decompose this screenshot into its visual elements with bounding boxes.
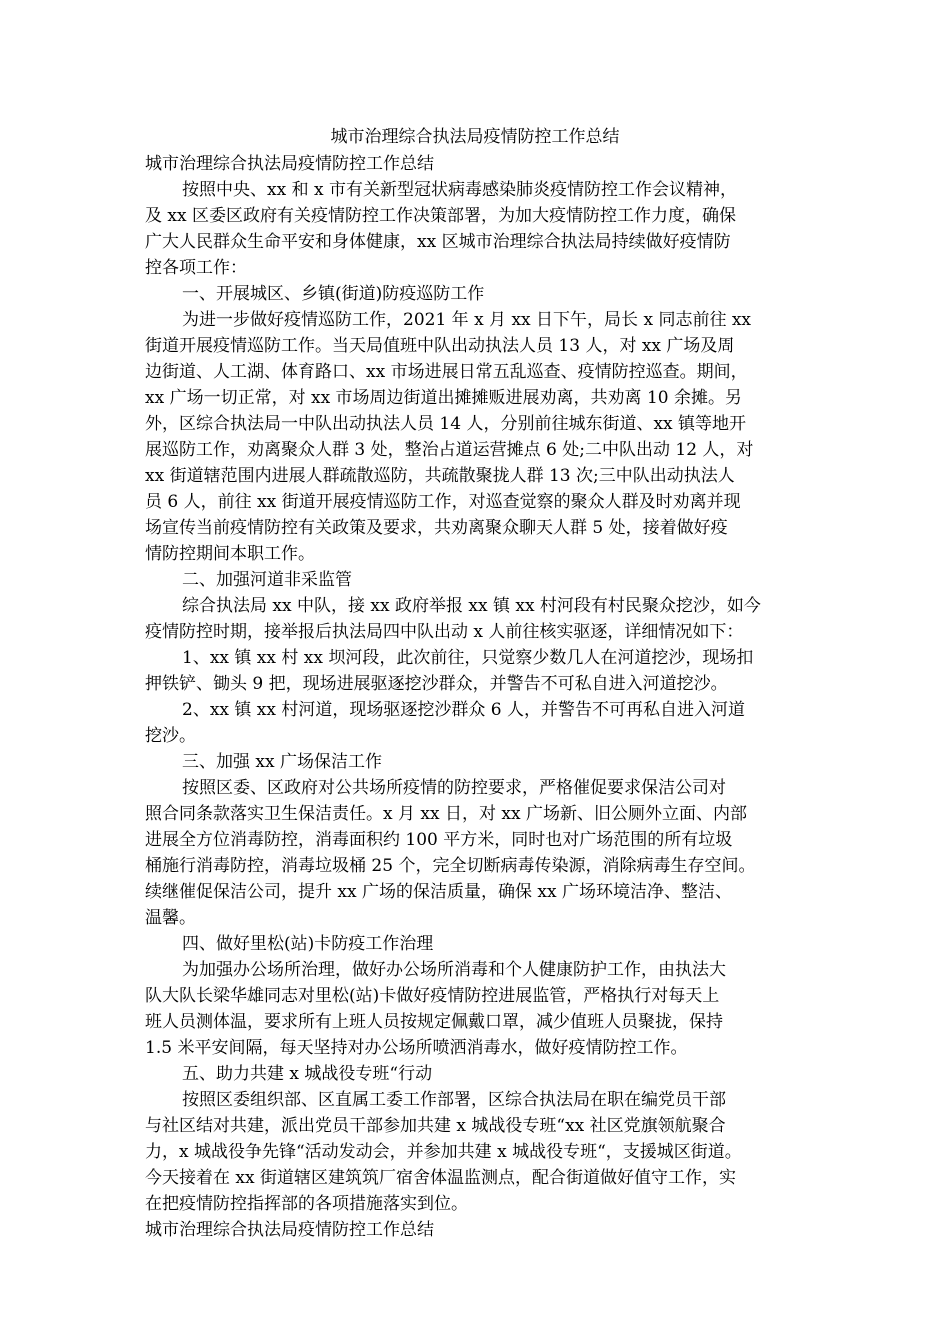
paragraph-line: 班人员测体温，要求所有上班人员按规定佩戴口罩，减少值班人员聚拢，保持 [145,1012,723,1032]
paragraph-line: 为加强办公场所治理，做好办公场所消毒和个人健康防护工作，由执法大 [182,960,726,980]
paragraph-line: 综合执法局 xx 中队，接 xx 政府举报 xx 镇 xx 村河段有村民聚众挖沙，如今 [182,596,761,616]
paragraph-line: 力，x 城战役争先锋“活动发动会，并参加共建 x 城战役专班“，支援城区街道。 [145,1142,742,1162]
section-heading: 三、加强 xx 广场保洁工作 [182,752,382,772]
paragraph-line: 今天接着在 xx 街道辖区建筑筑厂宿舍体温监测点，配合街道做好值守工作，实 [145,1168,736,1188]
document-title: 城市治理综合执法局疫情防控工作总结 [330,127,620,147]
paragraph-line: 边街道、人工湖、体育路口、xx 市场进展日常五乱巡查、疫情防控巡查。期间， [145,362,748,382]
paragraph-line: xx 街道辖范围内进展人群疏散巡防，共疏散聚拢人群 13 次;三中队出动执法人 [145,466,735,486]
paragraph-line: 街道开展疫情巡防工作。当天局值班中队出动执法人员 13 人，对 xx 广场及周 [145,336,735,356]
paragraph-line: 情防控期间本职工作。 [145,544,315,564]
paragraph-line: 广大人民群众生命平安和身体健康，xx 区城市治理综合执法局持续做好疫情防 [145,232,731,252]
paragraph-line: 按照区委组织部、区直属工委工作部署，区综合执法局在职在编党员干部 [182,1090,726,1110]
paragraph-line: xx 广场一切正常，对 xx 市场周边街道出摊摊贩进展劝离，共劝离 10 余摊。另 [145,388,742,408]
paragraph-line: 外，区综合执法局一中队出动执法人员 14 人，分别前往城东街道、xx 镇等地开 [145,414,747,434]
subtitle-line: 城市治理综合执法局疫情防控工作总结 [145,154,434,174]
paragraph-line: 疫情防控时期，接举报后执法局四中队出动 x 人前往核实驱逐，详细情况如下： [145,622,744,642]
paragraph-line: 展巡防工作，劝离聚众人群 3 处，整治占道运营摊点 6 处;二中队出动 12 人，对 [145,440,754,460]
list-item-line: 押铁铲、锄头 9 把，现场进展驱逐挖沙群众，并警告不可私自进入河道挖沙。 [145,674,728,694]
paragraph-line: 1.5 米平安间隔，每天坚持对办公场所喷洒消毒水，做好疫情防控工作。 [145,1038,688,1058]
paragraph-line: 在把疫情防控指挥部的各项措施落实到位。 [145,1194,468,1214]
section-heading: 二、加强河道非采监管 [182,570,352,590]
paragraph-line: 员 6 人，前往 xx 街道开展疫情巡防工作，对巡查觉察的聚众人群及时劝离并现 [145,492,741,512]
section-heading: 五、助力共建 x 城战役专班“行动 [182,1064,433,1084]
paragraph-line: 按照区委、区政府对公共场所疫情的防控要求，严格催促要求保洁公司对 [182,778,726,798]
closing-title-line: 城市治理综合执法局疫情防控工作总结 [145,1220,434,1240]
list-item-line: 1、xx 镇 xx 村 xx 坝河段，此次前往，只觉察少数几人在河道挖沙，现场扣 [182,648,754,668]
paragraph-line: 桶施行消毒防控，消毒垃圾桶 25 个，完全切断病毒传染源，消除病毒生存空间。 [145,856,756,876]
list-item-line: 2、xx 镇 xx 村河道，现场驱逐挖沙群众 6 人，并警告不可再私自进入河道 [182,700,745,720]
paragraph-line: 与社区结对共建，派出党员干部参加共建 x 城战役专班“xx 社区党旗领航聚合 [145,1116,726,1136]
list-item-line: 挖沙。 [145,726,196,746]
paragraph-line: 温馨。 [145,908,196,928]
paragraph-line: 按照中央、xx 和 x 市有关新型冠状病毒感染肺炎疫情防控工作会议精神， [182,180,737,200]
paragraph-line: 照合同条款落实卫生保洁责任。x 月 xx 日，对 xx 广场新、旧公厕外立面、内部 [145,804,747,824]
paragraph-line: 续继催促保洁公司，提升 xx 广场的保洁质量，确保 xx 广场环境洁净、整洁、 [145,882,732,902]
paragraph-line: 为进一步做好疫情巡防工作，2021 年 x 月 xx 日下午，局长 x 同志前往 xx [182,310,752,330]
paragraph-line: 进展全方位消毒防控，消毒面积约 100 平方米，同时也对广场范围的所有垃圾 [145,830,733,850]
paragraph-line: 控各项工作： [145,258,247,278]
section-heading: 四、做好里松(站)卡防疫工作治理 [182,934,434,954]
section-heading: 一、开展城区、乡镇(街道)防疫巡防工作 [182,284,485,304]
paragraph-line: 队大队长梁华雄同志对里松(站)卡做好疫情防控进展监管，严格执行对每天上 [145,986,720,1006]
paragraph-line: 场宣传当前疫情防控有关政策及要求，共劝离聚众聊天人群 5 处，接着做好疫 [145,518,728,538]
paragraph-line: 及 xx 区委区政府有关疫情防控工作决策部署，为加大疫情防控工作力度，确保 [145,206,736,226]
